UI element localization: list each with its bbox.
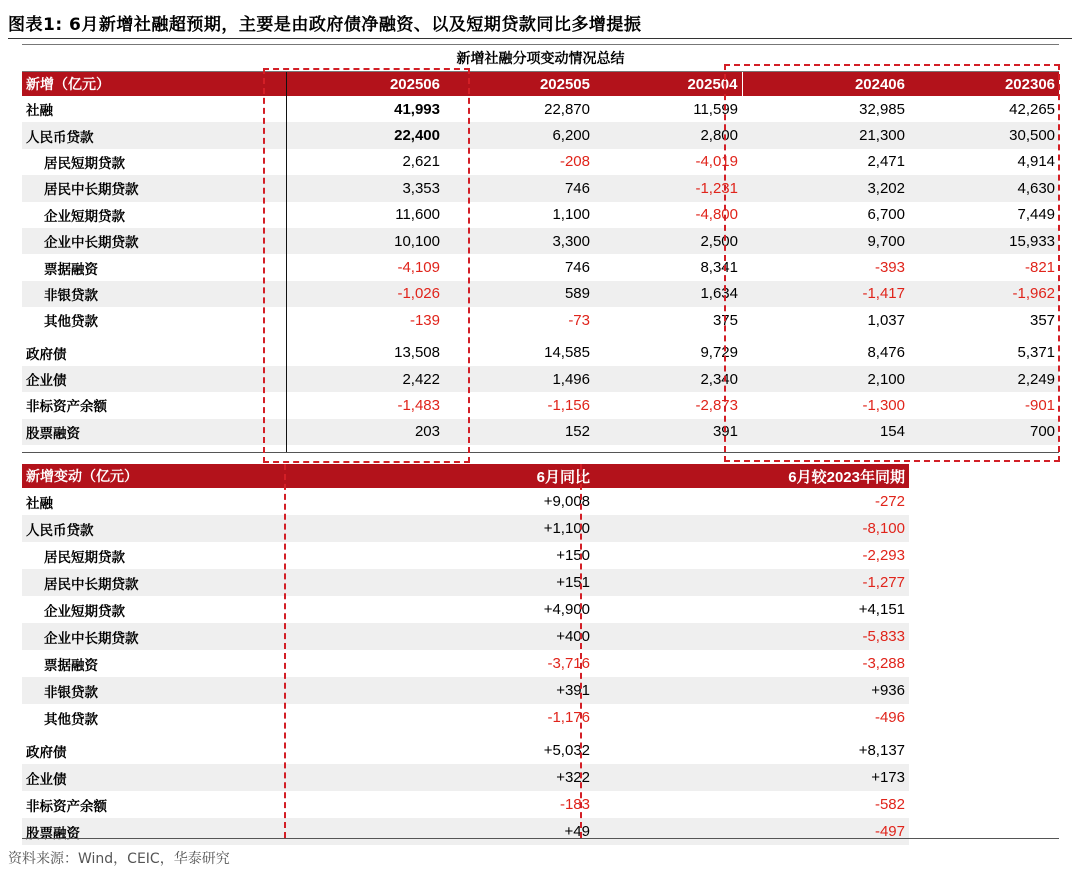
cell-yoy: +5,032	[543, 742, 590, 759]
table1-caption: 新增社融分项变动情况总结	[22, 45, 1059, 72]
cell-202406: 8,476	[867, 344, 905, 362]
row-label: 股票融资	[22, 419, 284, 445]
col-header-202306: 202306	[909, 72, 1059, 97]
cell-202505: -73	[568, 311, 590, 329]
row-label: 社融	[26, 495, 53, 512]
table2-bottom-rule	[22, 838, 1059, 839]
cell-202504: 2,800	[594, 122, 742, 148]
cell-yoy: +391	[284, 677, 594, 704]
cell-202505: 1,496	[444, 366, 594, 392]
table2-divider-dash-2	[580, 464, 582, 838]
cell-202306: 7,449	[1017, 206, 1056, 224]
row-label: 股票融资	[22, 818, 284, 845]
row-label: 企业债	[22, 366, 284, 392]
cell-202306: 700	[909, 419, 1059, 445]
cell-202506: 10,100	[284, 228, 444, 254]
col-header-yoy: 6月同比	[284, 464, 594, 488]
cell-202306: 30,500	[909, 122, 1059, 148]
cell-202306: 4,914	[1017, 153, 1056, 171]
row-label: 其他贷款	[44, 314, 98, 331]
cell-202306: 15,933	[909, 228, 1059, 254]
cell-vs-2023: -582	[874, 796, 905, 813]
row-label: 社融	[26, 103, 53, 120]
cell-202505: 3,300	[444, 228, 594, 254]
figure-title: 图表1: 6月新增社融超预期，主要是由政府债净融资、以及短期贷款同比多增提振	[8, 15, 642, 35]
cell-202406: -1,300	[862, 396, 905, 414]
highlight-box-prior-years	[724, 64, 1060, 462]
cell-202506: -1,026	[284, 281, 444, 307]
cell-202506: 2,422	[284, 366, 444, 392]
cell-vs-2023: -8,100	[594, 515, 909, 542]
row-label: 企业债	[22, 764, 284, 791]
table-row	[22, 737, 1059, 764]
cell-202505: 22,870	[544, 100, 590, 118]
cell-202504: 8,341	[700, 259, 738, 277]
cell-202506: 41,993	[394, 100, 440, 118]
row-label: 人民币贷款	[22, 515, 284, 542]
cell-yoy: +151	[284, 569, 594, 596]
cell-202505: 6,200	[444, 122, 594, 148]
row-label: 企业中长期贷款	[22, 228, 284, 254]
cell-202504: -4,019	[695, 153, 738, 171]
row-label: 居民中长期贷款	[22, 569, 284, 596]
row-label: 企业短期贷款	[44, 603, 125, 620]
cell-202504: -4,800	[695, 206, 738, 224]
cell-yoy: -3,716	[547, 655, 590, 672]
cell-vs-2023: +8,137	[858, 742, 905, 759]
cell-vs-2023: -3,288	[862, 655, 905, 672]
cell-202505: 1,100	[552, 206, 590, 224]
table2-header-label: 新增变动（亿元）	[22, 464, 284, 488]
table1-header-label: 新增（亿元）	[22, 72, 284, 97]
col-header-vs-2023: 6月较2023年同期	[594, 464, 909, 488]
cell-202504: 391	[594, 419, 742, 445]
cell-202504: -2,873	[695, 396, 738, 414]
cell-202406: -393	[874, 259, 905, 277]
source-note: 资料来源：Wind，CEIC，华泰研究	[8, 851, 230, 867]
col-header-202506: 202506	[284, 72, 444, 97]
cell-yoy: +1,100	[284, 515, 594, 542]
cell-202406: 2,100	[742, 366, 909, 392]
cell-yoy: +49	[284, 818, 594, 845]
cell-202504: 1,634	[594, 281, 742, 307]
cell-202506: -4,109	[397, 259, 440, 277]
table-row	[22, 650, 1059, 677]
cell-202406: -1,417	[742, 281, 909, 307]
cell-vs-2023: +4,151	[858, 601, 905, 618]
cell-202406: 9,700	[742, 228, 909, 254]
highlight-box-202506	[263, 68, 470, 463]
cell-yoy: +9,008	[543, 493, 590, 510]
cell-202406: 154	[742, 419, 909, 445]
table-row	[22, 704, 1059, 731]
cell-202406: 2,471	[867, 153, 905, 171]
cell-202504: 2,340	[594, 366, 742, 392]
row-label: 居民中长期贷款	[22, 175, 284, 201]
cell-202504: -1,231	[594, 175, 742, 201]
cell-202506: 22,400	[284, 122, 444, 148]
cell-202306: 4,630	[909, 175, 1059, 201]
cell-202506: 11,600	[395, 206, 440, 224]
cell-202504: 9,729	[700, 344, 738, 362]
cell-202505: 152	[444, 419, 594, 445]
table-change-comparison	[22, 464, 1059, 845]
cell-202306: 5,371	[1017, 344, 1056, 362]
row-label: 其他贷款	[44, 711, 98, 728]
cell-202506: 13,508	[394, 344, 440, 362]
cell-202504: 2,500	[594, 228, 742, 254]
cell-202406: 21,300	[742, 122, 909, 148]
cell-202306: 357	[1030, 311, 1056, 329]
table-row	[22, 569, 1059, 596]
cell-202406: 1,037	[867, 311, 905, 329]
cell-vs-2023: +173	[594, 764, 909, 791]
row-label: 非标资产余额	[26, 399, 107, 416]
cell-202306: 42,265	[1009, 100, 1056, 118]
row-label: 居民短期贷款	[44, 549, 125, 566]
cell-202505: 746	[564, 259, 590, 277]
row-label: 企业短期贷款	[44, 208, 125, 225]
cell-yoy: -1,176	[547, 709, 590, 726]
cell-yoy: -183	[559, 796, 590, 813]
table-row	[22, 596, 1059, 623]
cell-202506: 203	[284, 419, 444, 445]
row-label: 非银贷款	[22, 281, 284, 307]
table-row	[22, 623, 1059, 650]
cell-202306: -1,962	[909, 281, 1059, 307]
table-row	[22, 515, 1059, 542]
cell-202505: 746	[444, 175, 594, 201]
row-label: 居民短期贷款	[44, 155, 125, 172]
cell-202505: 589	[444, 281, 594, 307]
cell-202506: 3,353	[284, 175, 444, 201]
cell-202306: 2,249	[909, 366, 1059, 392]
cell-vs-2023: -1,277	[594, 569, 909, 596]
table2-divider-dash-1	[284, 464, 286, 838]
row-label: 人民币贷款	[22, 122, 284, 148]
cell-202506: -1,483	[397, 396, 440, 414]
cell-vs-2023: -497	[594, 818, 909, 845]
cell-vs-2023: -496	[874, 709, 905, 726]
cell-vs-2023: +936	[594, 677, 909, 704]
cell-yoy: +4,900	[543, 601, 590, 618]
col-header-202505: 202505	[444, 72, 594, 97]
cell-yoy: +150	[556, 547, 590, 564]
cell-vs-2023: -2,293	[862, 547, 905, 564]
cell-202406: 3,202	[742, 175, 909, 201]
cell-202505: 14,585	[544, 344, 590, 362]
cell-yoy: +400	[284, 623, 594, 650]
cell-vs-2023: -272	[874, 493, 905, 510]
cell-202505: -208	[559, 153, 590, 171]
row-label: 非标资产余额	[26, 798, 107, 815]
cell-202306: -821	[1025, 259, 1056, 277]
table-row	[22, 791, 1059, 818]
cell-vs-2023: -5,833	[594, 623, 909, 650]
cell-202306: -901	[1025, 396, 1056, 414]
cell-202505: -1,156	[547, 396, 590, 414]
row-label: 政府债	[26, 744, 67, 761]
table-row	[22, 542, 1059, 569]
cell-202504: 11,599	[693, 100, 738, 118]
cell-202406: 32,985	[859, 100, 905, 118]
title-rule	[8, 38, 1072, 39]
cell-202504: 375	[712, 311, 738, 329]
table-row	[22, 677, 1059, 704]
col-header-202406: 202406	[742, 72, 909, 97]
table-row	[22, 764, 1059, 791]
row-label: 政府债	[26, 346, 67, 363]
cell-202406: 6,700	[867, 206, 905, 224]
row-label: 企业中长期贷款	[22, 623, 284, 650]
cell-202506: 2,621	[402, 153, 440, 171]
row-label: 票据融资	[44, 657, 98, 674]
table-row	[22, 488, 1059, 515]
col-header-202504: 202504	[594, 72, 742, 97]
row-label: 非银贷款	[22, 677, 284, 704]
table-row	[22, 818, 1059, 845]
cell-202506: -139	[409, 311, 440, 329]
row-label: 票据融资	[44, 261, 98, 278]
cell-yoy: +322	[284, 764, 594, 791]
